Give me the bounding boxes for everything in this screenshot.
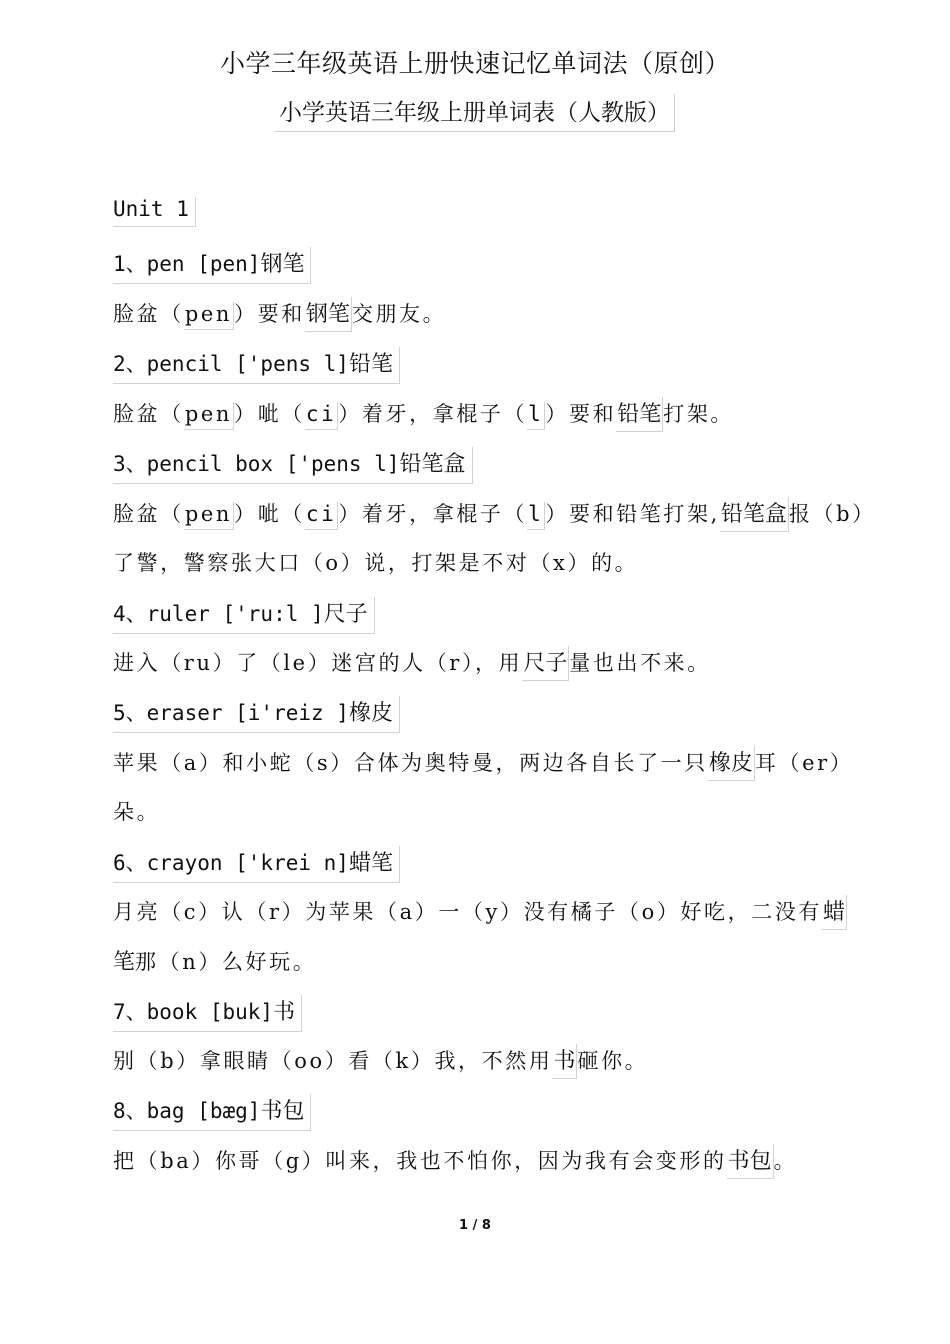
page-subtitle: 小学英语三年级上册单词表（人教版） <box>275 94 675 132</box>
unit-heading: Unit 1 <box>113 197 196 227</box>
mnemonic-text: 月亮（c）认（r）为苹果（a）一（y）没有橘子（o）好吃，二没有蜡 <box>113 895 847 930</box>
word-heading: 7、book [buk]书 <box>113 995 302 1032</box>
word-heading: 4、ruler ['ru:l ]尺子 <box>113 597 375 634</box>
word-heading: 5、eraser [i'reiz ]橡皮 <box>113 696 400 733</box>
mnemonic-text: 苹果（a）和小蛇（s）合体为奥特曼，两边各自长了一只橡皮耳（er） <box>113 746 853 781</box>
mnemonic-text-cont: 了警，警察张大口（o）说，打架是不对（x）的。 <box>113 551 639 575</box>
word-heading: 6、crayon ['krei n]蜡笔 <box>113 846 400 883</box>
word-heading: 8、bag [bæg]书包 <box>113 1094 311 1131</box>
mnemonic-text-cont: 笔那（n）么好玩。 <box>113 950 317 975</box>
word-heading: 1、pen [pen]钢笔 <box>113 247 311 284</box>
mnemonic-text: 脸盆（pen）呲（ci）着牙，拿棍子（l）要和铅笔打架,铅笔盒报（b） <box>113 497 876 532</box>
mnemonic-text-cont: 朵。 <box>113 800 161 824</box>
mnemonic-text: 脸盆（pen）要和钢笔交朋友。 <box>113 297 446 332</box>
mnemonic-text: 别（b）拿眼睛（oo）看（k）我，不然用书砸你。 <box>113 1044 648 1079</box>
mnemonic-text: 进入（ru）了（le）迷宫的人（r），用尺子量也出不来。 <box>113 646 711 681</box>
page-number: 1 / 8 <box>459 1218 491 1233</box>
mnemonic-text: 把（ba）你哥（g）叫来，我也不怕你，因为我有会变形的书包。 <box>113 1144 797 1179</box>
word-heading: 3、pencil box ['pens l]铅笔盒 <box>113 447 473 484</box>
word-heading: 2、pencil ['pens l]铅笔 <box>113 347 400 384</box>
page-title: 小学三年级英语上册快速记忆单词法（原创） <box>219 49 730 78</box>
mnemonic-text: 脸盆（pen）呲（ci）着牙，拿棍子（l）要和铅笔打架。 <box>113 397 734 432</box>
